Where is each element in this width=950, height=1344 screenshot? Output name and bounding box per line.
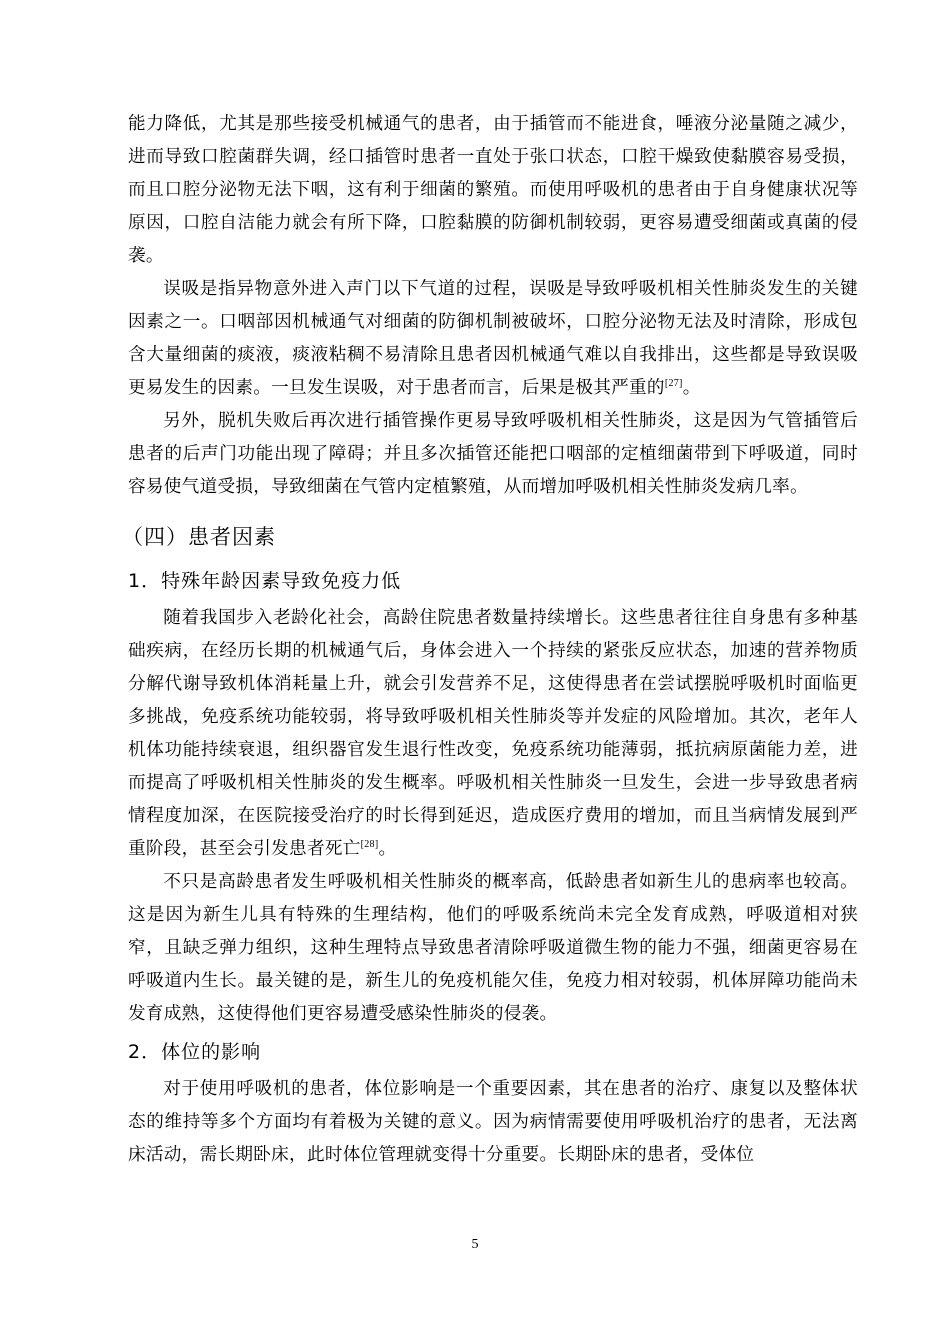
paragraph-elderly-end: 。 [378, 839, 397, 859]
paragraph-reintubation: 另外，脱机失败后再次进行插管操作更易导致呼吸机相关性肺炎，这是因为气管插管后患者的后声门功能出现了障碍；并且多次插管还能把口咽部的定植细菌带到下呼吸道，同时容易使气道受损，导致细菌在气管内定植繁殖，从而增加呼吸机相关性肺炎发病几率。 [128, 411, 858, 497]
page-body [122, 108, 858, 1172]
subheading-body-position: 2．体位的影响 [128, 1041, 262, 1063]
citation-27[interactable]: [27] [664, 378, 683, 389]
subheading-age-factors: 1．特殊年龄因素导致免疫力低 [128, 570, 402, 592]
citation-28[interactable]: [28] [360, 839, 379, 850]
paragraph-aspiration [128, 273, 858, 405]
paragraph-body-position: 对于使用呼吸机的患者，体位影响是一个重要因素，其在患者的治疗、康复以及整体状态的维持等多个方面均有着极为关键的意义。因为病情需要使用呼吸机治疗的患者，无法离床活动，需长期卧床，此时体位管理就变得十分重要。长期卧床的患者，受体位 [128, 1079, 858, 1165]
paragraph-elderly-text: 随着我国步入老龄化社会，高龄住院患者数量持续增长。这些患者往往自身患有多种基础疾病，在经历长期的机械通气后，身体会进入一个持续的紧张反应状态，加速的营养物质分解代谢导致机体消耗量上升，就会引发营养不足，这使得患者在尝试摆脱呼吸机时面临更多挑战，免疫系统功能较弱，将导致呼吸机相关性肺炎等并发症的风险增加。其次，老年人机体功能持续衰退，组织器官发生退行性改变，免疫系统功能薄弱，抵抗病原菌能力差，进而提高了呼吸机相关性肺炎的发生概率。呼吸机相关性肺炎一旦发生，会进一步导致患者病情程度加深，在医院接受治疗的时长得到延迟，造成医疗费用的增加，而且当病情发展到严重阶段，甚至会引发患者死亡 [128, 608, 858, 859]
section-heading-patient-factors: （四）患者因素 [122, 525, 276, 549]
paragraph-oral-secretion: 能力降低，尤其是那些接受机械通气的患者，由于插管而不能进食，唾液分泌量随之减少，进而导致口腔菌群失调，经口插管时患者一直处于张口状态，口腔干燥致使黏膜容易受损，而且口腔分泌物无法下咽，这有利于细菌的繁殖。而使用呼吸机的患者由于自身健康状况等原因，口腔自洁能力就会有所下降，口腔黏膜的防御机制较弱，更容易遭受细菌或真菌的侵袭。 [128, 114, 858, 266]
page-number: 5 [471, 1237, 479, 1252]
paragraph-aspiration-text: 误吸是指异物意外进入声门以下气道的过程，误吸是导致呼吸机相关性肺炎发生的关键因素之一。口咽部因机械通气对细菌的防御机制被破坏，口腔分泌物无法及时清除，形成包含大量细菌的痰液，痰液粘稠不易清除且患者因机械通气难以自我排出，这些都是导致误吸更易发生的因素。一旦发生误吸，对于患者而言，后果是极其严重的 [128, 279, 858, 398]
paragraph-elderly-patients [128, 602, 858, 866]
paragraph-aspiration-end: 。 [682, 378, 701, 398]
paragraph-newborn-patients: 不只是高龄患者发生呼吸机相关性肺炎的概率高，低龄患者如新生儿的患病率也较高。这是因为新生儿具有特殊的生理结构，他们的呼吸系统尚未完全发育成熟，呼吸道相对狭窄，且缺乏弹力组织，这种生理特点导致患者清除呼吸道微生物的能力不强，细菌更容易在呼吸道内生长。最关键的是，新生儿的免疫机能欠佳，免疫力相对较弱，机体屏障功能尚未发育成熟，这使得他们更容易遭受感染性肺炎的侵袭。 [128, 872, 858, 1024]
